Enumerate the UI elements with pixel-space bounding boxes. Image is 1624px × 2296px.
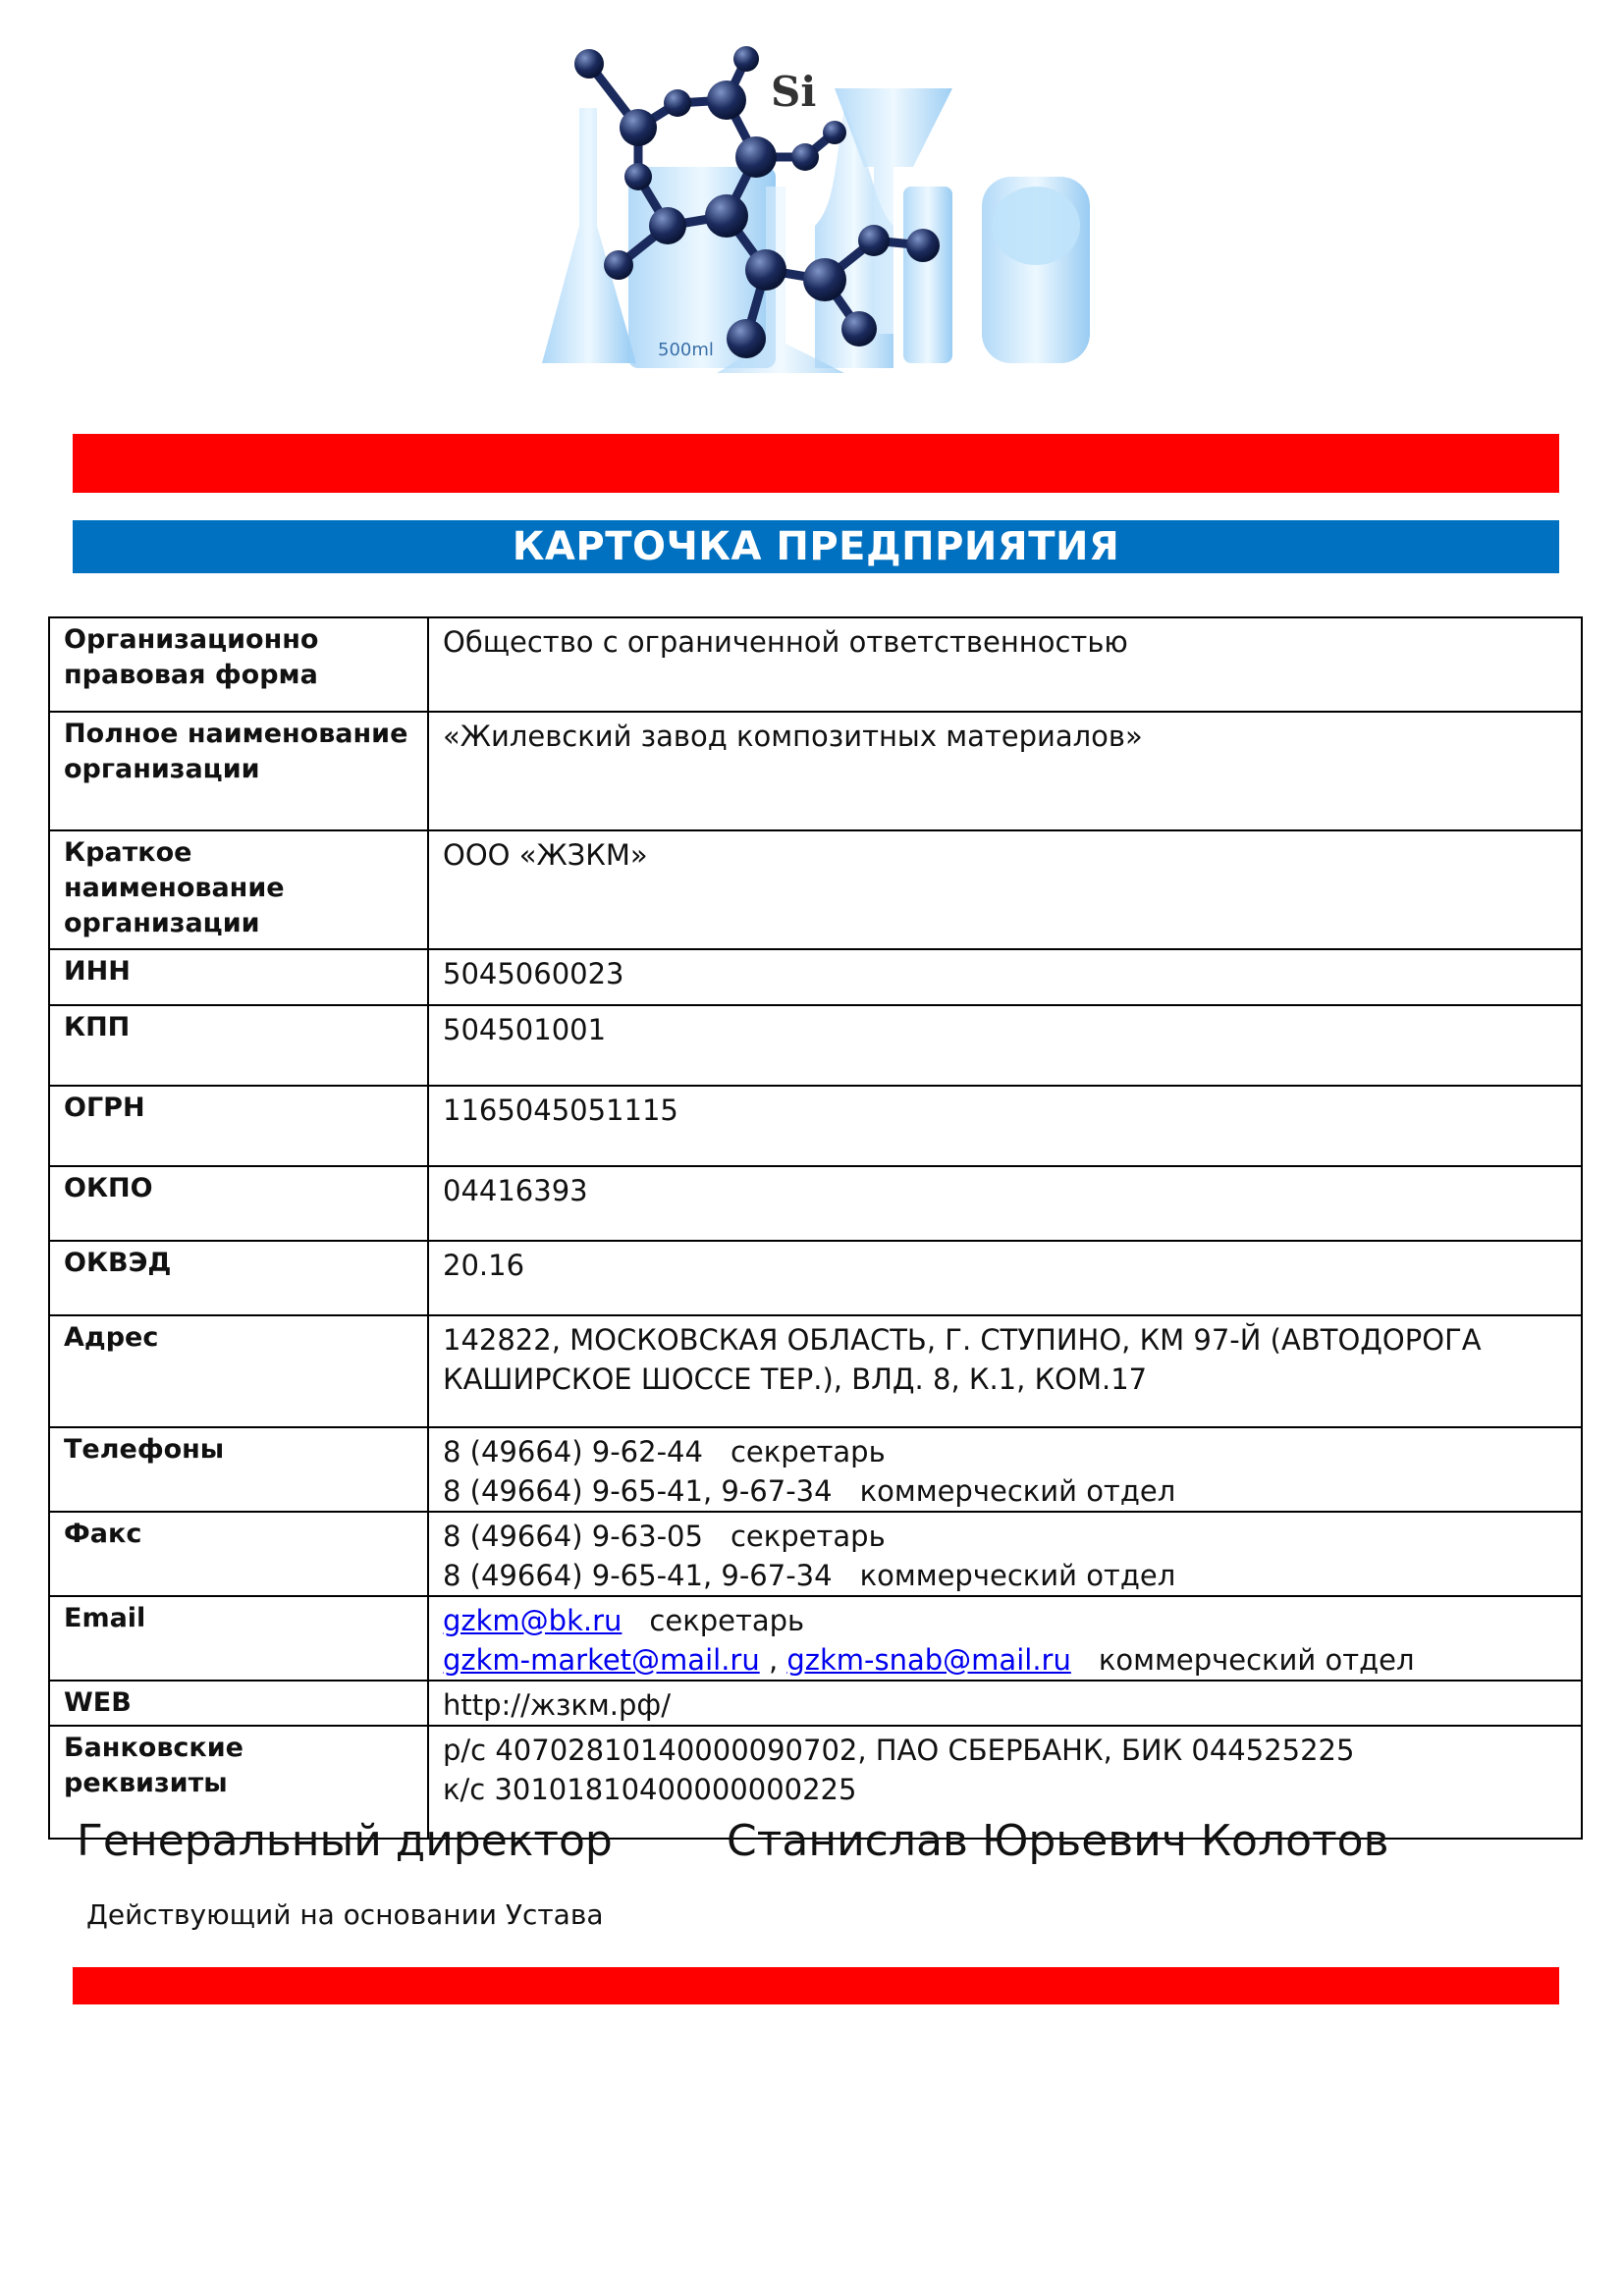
fax-number: 8 (49664) 9-63-05	[443, 1520, 703, 1553]
table-row	[49, 1166, 1582, 1241]
logo-si-label: Si	[771, 68, 817, 116]
row-label: ИНН	[49, 949, 428, 1005]
row-label: КПП	[49, 1005, 428, 1086]
email-note: коммерческий отдел	[1098, 1643, 1415, 1677]
row-label: Факс	[49, 1512, 428, 1596]
table-row	[49, 1512, 1582, 1596]
fax-number: 8 (49664) 9-65-41, 9-67-34	[443, 1559, 833, 1592]
row-value	[428, 1512, 1582, 1596]
email-link-market[interactable]: gzkm-market@mail.ru	[443, 1643, 760, 1677]
row-value: 1165045051115	[428, 1086, 1582, 1166]
row-value: 20.16	[428, 1241, 1582, 1315]
bottom-red-stripe	[73, 1967, 1559, 2004]
table-row	[49, 1427, 1582, 1512]
row-label: Адрес	[49, 1315, 428, 1427]
row-value: Общество с ограниченной ответственностью	[428, 617, 1582, 712]
row-label: Банковские реквизиты	[49, 1726, 428, 1839]
phone-number: 8 (49664) 9-62-44	[443, 1435, 703, 1468]
email-separator: ,	[768, 1643, 779, 1677]
table-row	[49, 949, 1582, 1005]
bank-line: р/с 40702810140000090702, ПАО СБЕРБАНК, БИК 044525225	[443, 1734, 1355, 1767]
email-link-secretary[interactable]: gzkm@bk.ru	[443, 1604, 623, 1637]
row-value	[428, 1596, 1582, 1681]
table-row	[49, 617, 1582, 712]
director-name: Станислав Юрьевич Колотов	[727, 1816, 1389, 1866]
table-row	[49, 712, 1582, 830]
address-line: 142822, МОСКОВСКАЯ ОБЛАСТЬ, Г. СТУПИНО, КМ 97-Й (АВТОДОРОГА	[443, 1323, 1482, 1357]
email-link-snab[interactable]: gzkm-snab@mail.ru	[786, 1643, 1071, 1677]
company-logo	[520, 20, 1100, 402]
svg-text:500ml: 500ml	[658, 340, 714, 360]
bank-line: к/с 30101810400000000225	[443, 1773, 857, 1806]
row-value	[428, 1315, 1582, 1427]
phone-note: секретарь	[730, 1435, 886, 1468]
row-label: Краткое наименование организации	[49, 830, 428, 949]
table-row	[49, 1596, 1582, 1681]
row-value: 504501001	[428, 1005, 1582, 1086]
row-label: Телефоны	[49, 1427, 428, 1512]
table-row	[49, 1005, 1582, 1086]
row-value: 5045060023	[428, 949, 1582, 1005]
table-row	[49, 1241, 1582, 1315]
address-line: КАШИРСКОЕ ШОССЕ ТЕР.), ВЛД. 8, К.1, КОМ.17	[443, 1362, 1148, 1396]
page-title: КАРТОЧКА ПРЕДПРИЯТИЯ	[512, 524, 1120, 569]
row-label: ОКВЭД	[49, 1241, 428, 1315]
row-value: http://жзкм.рф/	[428, 1681, 1582, 1726]
row-value: «Жилевский завод композитных материалов»	[428, 712, 1582, 830]
top-red-stripe	[73, 434, 1559, 493]
fax-note: секретарь	[730, 1520, 886, 1553]
authority-basis: Действующий на основании Устава	[86, 1898, 604, 1931]
row-value: 04416393	[428, 1166, 1582, 1241]
row-label: WEB	[49, 1681, 428, 1726]
row-label: Организационно правовая форма	[49, 617, 428, 712]
row-label: ОГРН	[49, 1086, 428, 1166]
company-card-table	[48, 616, 1583, 1840]
row-label: Полное наименование организации	[49, 712, 428, 830]
row-label: Email	[49, 1596, 428, 1681]
fax-note: коммерческий отдел	[859, 1559, 1176, 1592]
row-value: ООО «ЖЗКМ»	[428, 830, 1582, 949]
table-row	[49, 1681, 1582, 1726]
title-banner	[73, 520, 1559, 573]
row-label: ОКПО	[49, 1166, 428, 1241]
table-row	[49, 830, 1582, 949]
table-row	[49, 1086, 1582, 1166]
director-position: Генеральный директор	[77, 1816, 613, 1866]
email-note: секретарь	[649, 1604, 805, 1637]
phone-number: 8 (49664) 9-65-41, 9-67-34	[443, 1474, 833, 1508]
table-row	[49, 1315, 1582, 1427]
phone-note: коммерческий отдел	[859, 1474, 1176, 1508]
row-value	[428, 1427, 1582, 1512]
